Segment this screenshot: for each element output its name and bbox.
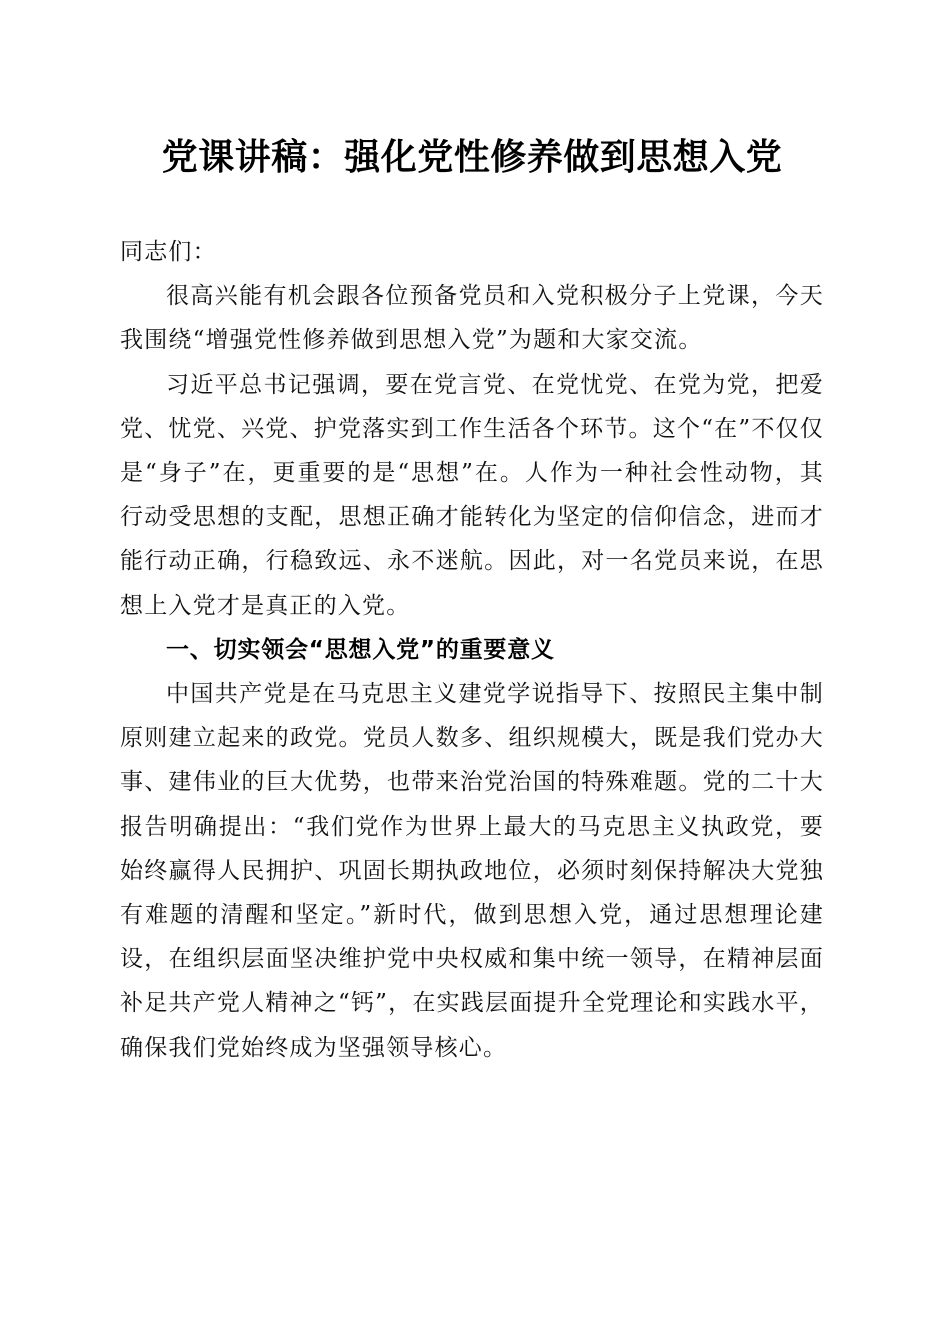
document-page xyxy=(120,130,824,1070)
paragraph-quote-xi: 习近平总书记强调，要在党言党、在党忧党、在党为党，把爱党、忧党、兴党、护党落实到工作生活各个环节。这个“在”不仅仅是“身子”在，更重要的是“思想”在。人作为一种社会性动物，其行动受思想的支配，思想正确才能转化为坚定的信仰信念，进而才能行动正确，行稳致远、永不迷航。因此，对一名党员来说，在思想上入党才是真正的入党。 xyxy=(120,371,824,619)
document-title: 党课讲稿：强化党性修养做到思想入党 xyxy=(161,137,783,178)
paragraph-intro: 很高兴能有机会跟各位预备党员和入党积极分子上党课，今天我围绕“增强党性修养做到思想入党”为题和大家交流。 xyxy=(120,283,824,354)
paragraph-section-1: 中国共产党是在马克思主义建党学说指导下、按照民主集中制原则建立起来的政党。党员人数多、组织规模大，既是我们党办大事、建伟业的巨大优势，也带来治党治国的特殊难题。党的二十大报告明确提出：“我们党作为世界上最大的马克思主义执政党，要始终赢得人民拥护、巩固长期执政地位，必须时刻保持解决大党独有难题的清醒和坚定。”新时代，做到思想入党，通过思想理论建设，在组织层面坚决维护党中央权威和集中统一领导，在精神层面补足共产党人精神之“钙”，在实践层面提升全党理论和实践水平，确保我们党始终成为坚强领导核心。 xyxy=(120,681,824,1061)
section-heading-1: 一、切实领会“思想入党”的重要意义 xyxy=(166,636,555,663)
salutation: 同志们： xyxy=(120,239,217,265)
